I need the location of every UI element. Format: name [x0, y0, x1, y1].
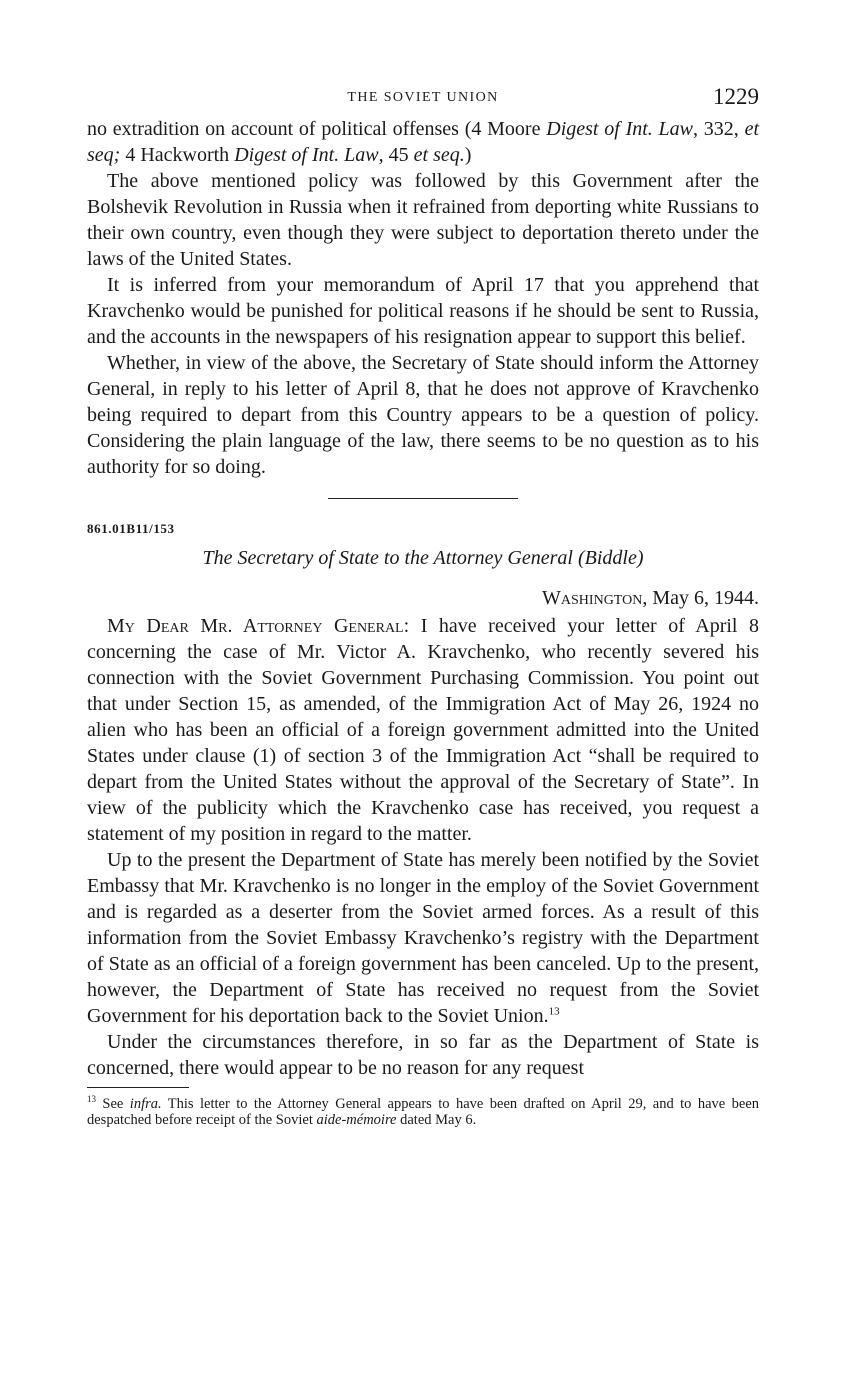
running-head: THE SOVIET UNION [347, 90, 499, 105]
title-text: ) [636, 547, 644, 569]
text-run: aide-mémoire [316, 1112, 397, 1128]
footnote-divider [87, 1087, 189, 1088]
text-run: infra. [129, 1096, 162, 1112]
text-run: 4 Hackworth [120, 144, 235, 166]
dateline-date: , May 6, 1944. [642, 587, 759, 609]
footnote-ref: 13 [548, 1005, 560, 1018]
text-run: See [96, 1096, 130, 1112]
document-title [87, 545, 759, 571]
footnote-number: 13 [87, 1094, 96, 1105]
paragraph [87, 847, 759, 1029]
page [87, 80, 759, 1128]
letter-body [87, 613, 759, 1081]
dateline [87, 585, 759, 611]
text-run: : [403, 615, 421, 637]
paragraph: Whether, in view of the above, the Secretary of State should inform the Attorney General, in reply to his letter of April 8, that he does not approve of Kravchenko being required to depart from this Country appears to be a question of policy. Considering the plain language of the law, there seems to be no question as to his authority for so doing. [87, 352, 759, 478]
dateline-place: Washington [542, 587, 643, 609]
memo-continuation [87, 116, 759, 480]
section-divider [328, 498, 518, 499]
citation-title: Digest of Int. Law [546, 118, 694, 140]
text-run: I have received your letter of April 8 concerning the case of Mr. Victor A. Kravchenko, who recently severed his connection with the Soviet Government Purchasing Commission. You point out that under Section 15, as amended, of the Immigration Act of May 26, 1924 no alien who has been an official of a foreign government admitted into the United States under clause (1) of section 3 of the Immigration Act “shall be required to depart from the United States without the approval of the Secretary of State”. In view of the publicity which the Kravchenko case has received, you request a statement of my position in regard to the matter. [87, 615, 760, 845]
citation-note: et seq. [413, 144, 465, 166]
text-run: This letter to the Attorney General appears to have been drafted on April 29, and to have been despatched before receipt of the Soviet [87, 1096, 760, 1128]
paragraph [87, 116, 759, 168]
text-run: , 332, [693, 118, 745, 140]
text-run: no extradition on account of political offenses (4 Moore [87, 118, 547, 140]
text-run: ) [464, 144, 472, 166]
citation-title: Digest of Int. Law [234, 144, 379, 166]
page-number: 1229 [713, 84, 759, 109]
paragraph: The above mentioned policy was followed by this Government after the Bolshevik Revolution in Russia when it refrained from deporting white Russians to their own country, even though they were subject to deportation thereto under the laws of the United States. [87, 170, 759, 270]
file-number: 861.01B11/153 [87, 521, 175, 536]
salutation: My Dear Mr. Attorney General [107, 615, 404, 637]
paragraph: Under the circumstances therefore, in so far as the Department of State is concerned, there would appear to be no reason for any request [87, 1031, 759, 1079]
paragraph: It is inferred from your memorandum of April 17 that you apprehend that Kravchenko would be punished for political reasons if he should be sent to Russia, and the accounts in the newspapers of his resignation appear to support this belief. [87, 274, 759, 348]
paragraph [87, 613, 759, 847]
text-run: Up to the present the Department of State has merely been notified by the Soviet Embassy that Mr. Kravchenko is no longer in the employ of the Soviet Government and is regarded as a deserter from the Soviet armed forces. As a result of this information from the Soviet Embassy Kravchenko’s registry with the Department of State as an official of a foreign government has been canceled. Up to the present, however, the Department of State has received no request from the Soviet Government for his deportation back to the Soviet Union. [87, 849, 759, 1027]
citation-note: et seq; [87, 118, 760, 166]
footnote [87, 1096, 759, 1128]
title-text: The Secretary of State to the Attorney General ( [202, 547, 585, 569]
text-run: dated May 6. [396, 1112, 477, 1128]
page-header [87, 80, 759, 116]
text-run: , 45 [378, 144, 414, 166]
title-name: Biddle [584, 547, 637, 569]
